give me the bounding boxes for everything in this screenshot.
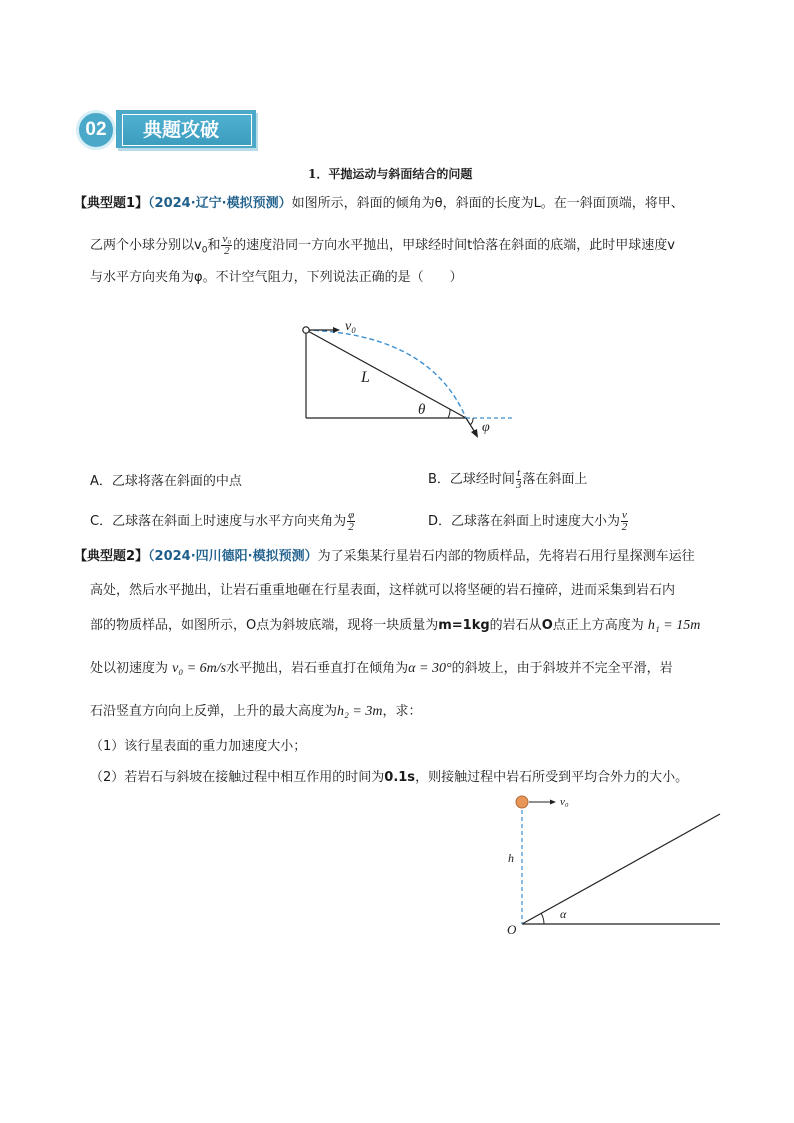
q1-phi-arc — [470, 418, 473, 425]
q2-sub2 — [90, 768, 688, 788]
q1-figure — [290, 312, 530, 442]
q2-label-v0: v₀ — [560, 796, 569, 808]
q1-option-c-den: 2 — [348, 521, 354, 533]
q1-option-b-den: 3 — [515, 479, 522, 491]
q1-option-b — [428, 466, 587, 494]
q1-option-b-pre: B．乙球经时间 — [428, 472, 515, 487]
q2-h1: h₁ = 15m — [647, 618, 701, 633]
q2-line1 — [74, 547, 695, 567]
q1-text-2a: 乙两个小球分别以v — [90, 238, 202, 253]
q2-text-1: 为了采集某行星岩石内部的物质样品，先将岩石用行星探测车运往 — [317, 549, 695, 564]
q2-line4 — [90, 659, 673, 679]
q1-frac-v0-over-2 — [221, 234, 232, 257]
q1-text-1: 如图所示，斜面的倾角为θ，斜面的长度为L。在一斜面顶端，将甲、 — [291, 196, 684, 211]
q2-label-h: h — [508, 851, 514, 865]
q1-theta-arc — [448, 409, 450, 418]
q1-label-v0: v₀ — [345, 319, 357, 334]
q1-option-c-num: φ — [348, 509, 355, 521]
q1-incline-triangle — [306, 330, 466, 418]
q2-text-3a: 部的物质样品，如图所示，O点为斜坡底端，现将一块质量为 — [90, 618, 439, 633]
q2-figure — [500, 790, 730, 940]
q2-slope-line — [522, 814, 720, 924]
q1-line1 — [74, 194, 684, 214]
q2-sub1: （1）该行星表面的重力加速度大小； — [90, 739, 307, 754]
q2-v0: v₀ = 6m/s — [172, 661, 227, 676]
q1-option-d-frac — [621, 510, 628, 533]
q2-line3 — [90, 616, 700, 636]
q1-label-phi: φ — [482, 420, 490, 435]
q2-alpha-arc — [541, 913, 544, 924]
q2-point-o: O — [541, 618, 553, 633]
q1-line3: 与水平方向夹角为φ。不计空气阻力，下列说法正确的是（ ） — [90, 270, 463, 285]
q2-label-alpha: α — [560, 907, 567, 921]
q1-text-2c: 的速度沿同一方向水平抛出，甲球经时间t恰落在斜面的底端，此时甲球速度v — [233, 238, 675, 253]
q1-option-d-den: 2 — [621, 521, 628, 533]
q1-velocity-arrow — [466, 418, 478, 438]
q1-v0-arrow — [309, 327, 340, 333]
header-badge-title: 典题攻破 — [122, 114, 252, 146]
q2-alpha: α = 30° — [408, 661, 452, 676]
q2-text-4b: 水平抛出，岩石垂直打在倾角为 — [226, 661, 409, 676]
q2-label-O: O — [507, 922, 517, 937]
q1-label-L: L — [361, 369, 370, 386]
q2-text-5a: 石沿竖直方向向上反弹，上升的最大高度为 — [90, 704, 338, 719]
section-title: 1．平抛运动与斜面结合的问题 — [308, 167, 473, 181]
q2-rock-ball — [516, 796, 528, 808]
q1-option-d-num: v — [622, 509, 627, 521]
q1-text-2a-sub: 0 — [201, 245, 208, 256]
q2-text-4a: 处以初速度为 — [90, 661, 169, 676]
q2-v0-arrow — [529, 800, 556, 805]
q1-label-theta: θ — [418, 402, 426, 418]
q1-frac-den: 2 — [224, 245, 230, 257]
q2-sub2-b: ，则接触过程中岩石所受到平均合外力的大小。 — [415, 770, 689, 785]
q1-option-c-frac — [347, 510, 355, 533]
q2-sub2-a: （2）若岩石与斜坡在接触过程中相互作用的时间为 — [90, 770, 385, 785]
q1-option-d-pre: D．乙球落在斜面上时速度大小为 — [428, 514, 621, 529]
q1-option-c — [90, 508, 356, 536]
q1-option-c-pre: C．乙球落在斜面上时速度与水平方向夹角为 — [90, 514, 347, 529]
q1-text-2b: 和 — [207, 238, 221, 253]
q2-text-3b: 的岩石从 — [489, 618, 542, 633]
q2-mass: m=1kg — [438, 618, 490, 633]
q1-line2 — [90, 233, 675, 264]
q1-ball — [303, 327, 309, 333]
q2-line2: 高处，然后水平抛出，让岩石重重地砸在行星表面，这样就可以将坚硬的岩石撞碎，进而采集到岩石内 — [90, 583, 676, 598]
q1-option-b-frac — [516, 468, 522, 491]
q2-h2: h₂ = 3m — [337, 704, 383, 719]
q1-label: 【典型题1】 — [74, 196, 149, 211]
q1-option-b-num: t — [517, 467, 521, 479]
q1-frac-num: v₀ — [222, 233, 232, 245]
q2-source: （2024·四川德阳·模拟预测） — [148, 549, 318, 564]
q1-source: （2024·辽宁·模拟预测） — [148, 196, 292, 211]
q2-label: 【典型题2】 — [74, 549, 149, 564]
q1-option-b-post: 落在斜面上 — [522, 472, 588, 487]
q2-text-4c: 的斜坡上，由于斜坡并不完全平滑，岩 — [451, 661, 673, 676]
q1-option-d — [428, 508, 629, 536]
q1-option-a: A．乙球将落在斜面的中点 — [90, 474, 242, 489]
q2-sub2-time: 0.1s — [384, 770, 416, 785]
header-badge-number: 02 — [76, 110, 116, 150]
q2-line5 — [90, 702, 421, 722]
q2-text-5b: ，求： — [382, 704, 422, 719]
q2-text-3c: 点正上方高度为 — [552, 618, 644, 633]
